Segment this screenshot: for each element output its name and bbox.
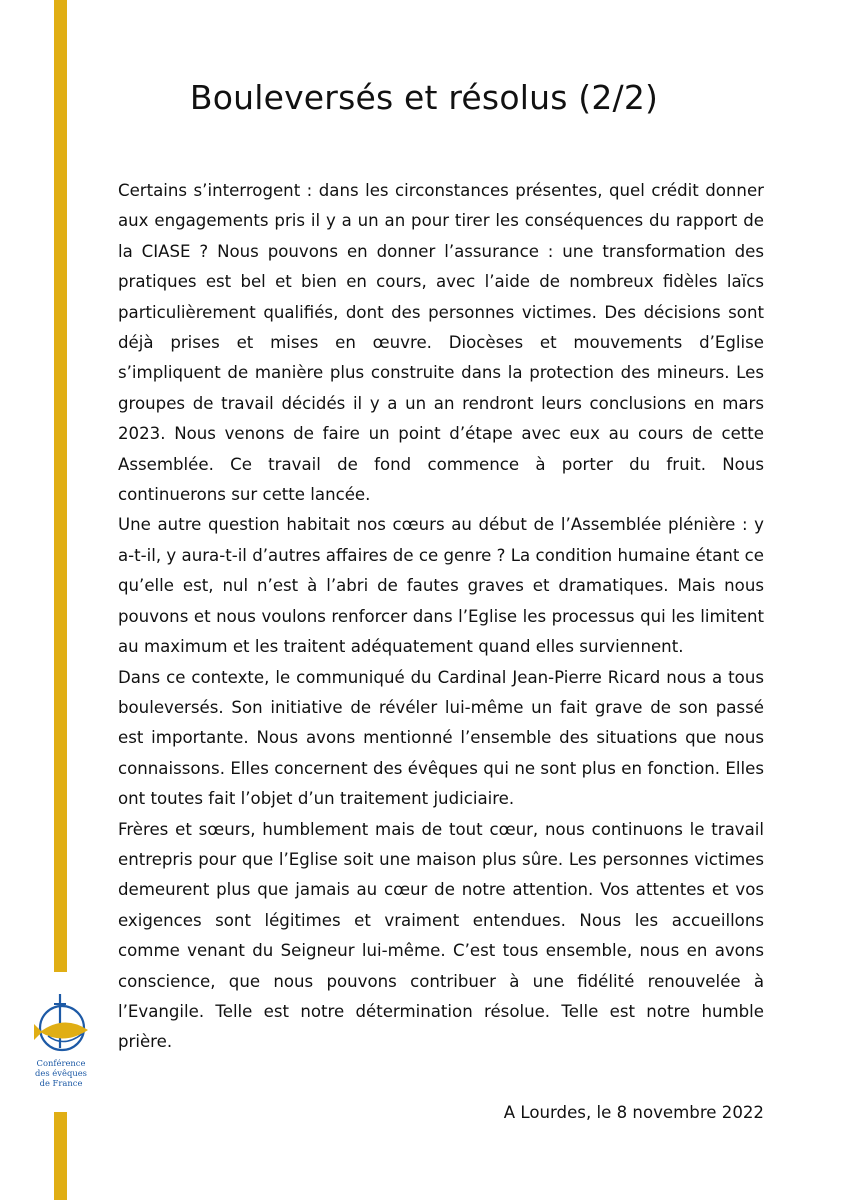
paragraph: Une autre question habitait nos cœurs au début de l’Assemblée plénière : y a-t-il, y aura-t-il d’autres affaires de ce genre ? La condition humaine étant ce qu’elle est, nul n’est à l’abri de fautes graves et dramatiques. Mais nous pouvons et nous voulons renforcer dans l’Eglise les processus qui les limitent au maximum et les traitent adéquatement quand elles surviennent. [118,515,764,657]
signature-place-date: A Lourdes, le 8 novembre 2022 [503,1103,764,1122]
page-title: Bouleversés et résolus (2/2) [189,78,659,117]
side-accent-bar-bottom [54,1112,67,1200]
logo-line: Conférence [36,1058,86,1068]
logo-line: des évêques [35,1068,87,1078]
paragraph: Frères et sœurs, humblement mais de tout cœur, nous continuons le travail entrepris pour que l’Eglise soit une maison plus sûre. Les personnes victimes demeurent plus que jamais au cœur de notre attention. Vos attentes et vos exigences sont légitimes et vraiment entendues. Nous les accueillons comme venant du Seigneur lui-même. C’est tous ensemble, nous en avons conscience, que nous pouvons contribuer à une fidélité renouvelée à l’Evangile. Telle est notre détermination résolue. Telle est notre humble prière. [118,819,764,1052]
logo-caption [26,1058,96,1088]
paragraph: Dans ce contexte, le communiqué du Cardinal Jean-Pierre Ricard nous a tous bouleversés. Son initiative de révéler lui-même un fait grave de son passé est importante. Nous avons mentionné l’ensemble des situations que nous connaissons. Elles concernent des évêques qui ne sont plus en fonction. Elles ont toutes fait l’objet d’un traitement judiciaire. [118,667,764,809]
logo-line: de France [39,1078,83,1088]
side-accent-bar-top [54,0,67,972]
document-body [118,176,764,1058]
paragraph: Certains s’interrogent : dans les circonstances présentes, quel crédit donner aux engagements pris il y a un an pour tirer les conséquences du rapport de la CIASE ? Nous pouvons en donner l’assurance : une transformation des pratiques est bel et bien en cours, avec l’aide de nombreux fidèles laïcs particulièrement qualifiés, dont des personnes victimes. Des décisions sont déjà prises et mises en œuvre. Diocèses et mouvements d’Eglise s’impliquent de manière plus construite dans la protection des mineurs. Les groupes de travail décidés il y a un an rendront leurs conclusions en mars 2023. Nous venons de faire un point d’étape avec eux au cours de cette Assemblée. Ce travail de fond commence à porter du fruit. Nous continuerons sur cette lancée. [118,181,764,505]
